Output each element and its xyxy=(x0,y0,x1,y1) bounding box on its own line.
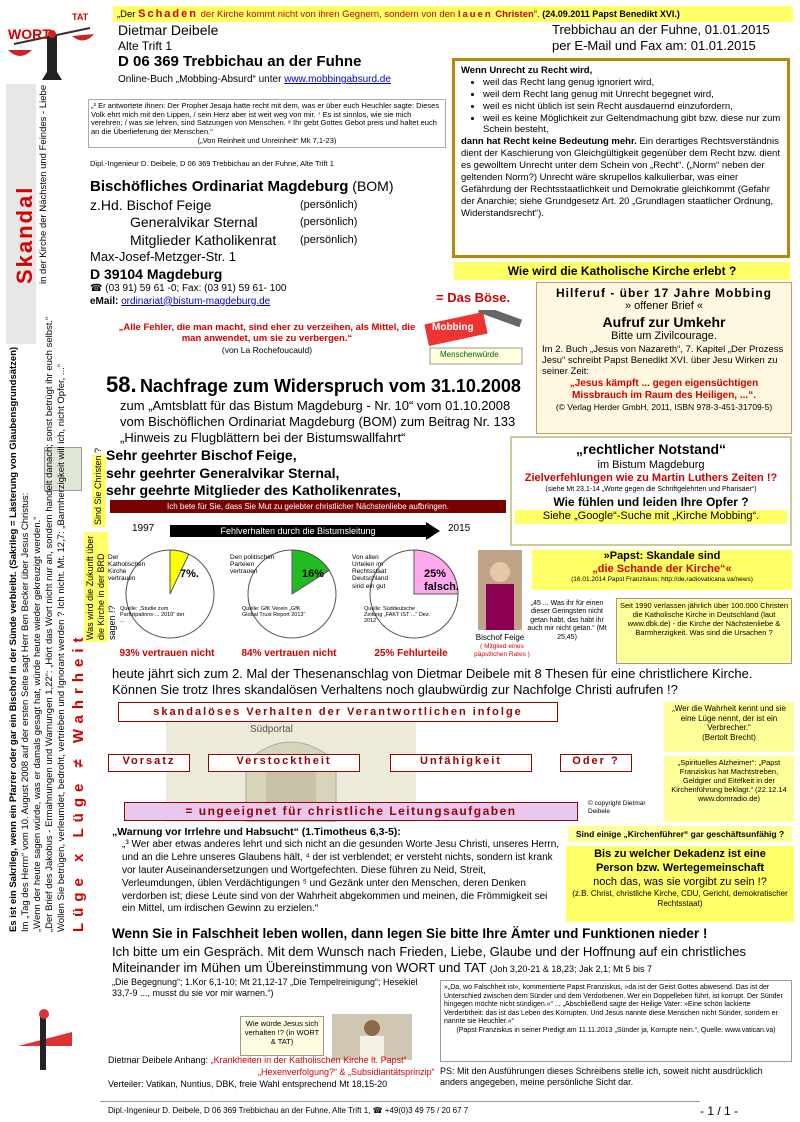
heading-line4: „Hinweis zu Flugblättern bei der Bistumswallfahrt“ xyxy=(120,429,406,445)
mobbing-illustration xyxy=(420,310,530,370)
sender-block xyxy=(118,22,448,86)
footer-page: - 1 / 1 - xyxy=(700,1104,739,1118)
suedportal-label: Südportal xyxy=(250,724,293,735)
ungeeignet-bar: = ungeeignet für christliche Leitungsaufgaben xyxy=(124,802,578,821)
verhalten-box-row xyxy=(108,754,620,772)
pie-chart-panel xyxy=(230,548,348,668)
hilferuf-body: Im 2. Buch „Jesus von Nazareth“, 7. Kapitel „Der Prozess Jesu“ schreibt Papst Benedikt XVI. über Jesu Wirken zu seiner Zeit: xyxy=(542,343,784,378)
greeting-block xyxy=(106,447,401,500)
feige-photo xyxy=(478,550,522,630)
fehler-quote xyxy=(118,322,416,355)
hilferuf-line2: » offener Brief « xyxy=(624,300,704,313)
notstand-sub: im Bistum Magdeburg xyxy=(597,458,705,471)
zukunft-text: Was wird die Zukunft über die Kirche in der BRD sagen !? xyxy=(85,535,117,640)
papst-skandal-src: (16.01.2014 Papst Franziskus; http://de.radiovaticana.va/news) xyxy=(571,576,753,584)
left-vertical-4: „Wenn der heute sagen würde, was er damals gesagt hat, würde heute wieder gekreuzigt werden.“ xyxy=(32,516,43,932)
left-vertical-5: „Der Brief des Jakobus - Ermahnungen und Warnungen 1,22“: „Hört das Wort nicht nur an, sondern handelt danach; sonst betrügt ihr euch selbst.“ xyxy=(44,316,55,932)
heading-line2: zum „Amtsblatt für das Bistum Magdeburg - Nr. 10“ vom 01.10.2008 xyxy=(120,398,511,414)
franziskus-quote-box xyxy=(440,980,792,1062)
left-vertical-6: Wollen Sie betrügen, verleumdet, bedroht, vertrieben und Ignorant werden ? Ich nicht. Mt. 12,7: „Barmherzigkeit will ich, nicht Opfer, ...“ xyxy=(56,364,67,932)
personal-2: (persönlich) xyxy=(300,216,358,229)
box-vorsatz: Vorsatz xyxy=(108,754,190,772)
feige-sub: ( Mitglied eines päpstlichen Rates ) xyxy=(474,643,530,658)
sender-name: Dietmar Deibele xyxy=(118,22,219,38)
pie-source: Quelle: Süddeutsche Zeitung „FAKT IST ...“ Dez. 2012 xyxy=(364,606,431,625)
recipient-street: Max-Josef-Metzger-Str. 1 xyxy=(90,249,236,265)
footer-address: Dipl.-Ingenieur D. Deibele, D 06 369 Trebbichau an der Fuhne, Alte Trift 1, ☎ +49(0)3 49 75 / 20 67 7 xyxy=(108,1106,469,1115)
franziskus-src: (Papst Franziskus in seiner Predigt am 11.11.2013 „Sünder ja, Korrupte nein.“, Quelle: www.vatican.va) xyxy=(456,1026,776,1034)
hilferuf-line1: Hilferuf - über 17 Jahre Mobbing xyxy=(555,286,773,300)
timeline-arrow: Fehlverhalten durch die Bistumsleitung xyxy=(170,525,426,537)
top-quote-banner xyxy=(113,6,793,22)
heading-number: 58. xyxy=(106,372,137,397)
tempel-line: „Die Begegnung“; 1.Kor 6,1-10; Mt 21,12-17 „Die Tempelreinigung“; Hesekiel 33,7-9 ..., musst du sie vor mir warnen.“) xyxy=(112,977,418,998)
recipient-org: Bischöfliches Ordinariat Magdeburg xyxy=(90,178,349,195)
unrecht-title: Wenn Unrecht zu Recht wird, xyxy=(461,65,593,76)
dekadenz-l2: Person bzw. Wertegemeinschaft xyxy=(595,861,765,874)
unrecht-bullet: • weil das Recht lang genug ignoriert wird, xyxy=(483,77,781,89)
fehler-quote-source: (von La Rochefoucauld) xyxy=(221,344,313,355)
brecht-quote: „Wer die Wahrheit kennt und sie eine Lüge nennt, der ist ein Verbrecher.“ xyxy=(672,704,786,733)
logo-tat: TAT xyxy=(72,12,89,22)
thesen-paragraph: heute jährt sich zum 2. Mal der Thesenanschlag von Dietmar Deibele mit 8 Thesen für eine christlichere Kirche. Können Sie trotz Ihres skandalösen Verhaltens noch glaubwürdig zur Nachfolge Christi aufrufen !? xyxy=(112,666,753,698)
sender-return-line: Dipl.-Ingenieur D. Deibele, D 06 369 Trebbichau an der Fuhne, Alte Trift 1 xyxy=(90,159,334,168)
recipient-block xyxy=(90,178,450,308)
left-vertical-2: Es ist ein Sakrileg, wenn ein Pfarrer oder gar ein Bischof in der Sünde verbleibt. (Sakrileg = Lästerung von Glaubensgrundsätzen) xyxy=(8,346,19,932)
hilferuf-line4: Bitte um Zivilcourage. xyxy=(611,330,717,343)
bitte-paragraph xyxy=(112,944,796,977)
pie-caption: 84% vertrauen nicht xyxy=(241,648,337,659)
skandal-vertical: Skandal xyxy=(12,185,37,284)
box-oder: Oder ? xyxy=(560,754,632,772)
pie-heading: Von allen Urteilen im Rechtsstaat Deutschland sind ein gut xyxy=(352,554,389,590)
pie-chart-panel xyxy=(108,548,226,668)
papst-skandal-l2: „die Schande der Kirche“« xyxy=(592,563,732,576)
jesaja-quote-source: („Von Reinheit und Unreinheit“ Mk 7,1-23) xyxy=(197,135,337,145)
falschheit-line: Wenn Sie in Falschheit leben wollen, dann legen Sie bitte Ihre Ämter und Funktionen nieder ! xyxy=(112,926,708,941)
unrecht-then: dann hat Recht keine Bedeutung mehr. xyxy=(461,136,637,148)
box-unfaehigkeit: Unfähigkeit xyxy=(390,754,532,772)
pie-source: Quelle: „Studie zum Partizipations-... 2010“ der ... xyxy=(120,606,185,625)
dekadenz-l1: Bis zu welcher Dekadenz ist eine xyxy=(594,848,766,860)
recipient-attn: z.Hd. Bischof Feige xyxy=(90,196,212,213)
anhang-l1: „Krankheiten in der Katholischen Kirche lt. Papst“ xyxy=(210,1055,407,1065)
warnung-head: „Warnung vor Irrlehre und Habsucht“ (1.Timotheus 6,3-5): xyxy=(112,826,401,838)
place-date: Trebbichau an der Fuhne, 01.01.2015 xyxy=(552,22,770,37)
pie-heading: Der Katholischen Kirche vertrauen xyxy=(108,554,146,583)
online-book-label: Online-Buch „Mobbing-Absurd“ unter xyxy=(118,74,282,86)
greeting-1: Sehr geehrter Bischof Feige, xyxy=(106,447,297,463)
recipient-attn2: Generalvikar Sternal xyxy=(130,214,258,231)
pie-chart-panel xyxy=(352,548,470,668)
jesaja-quote-text: „² Er antwortete ihnen: Der Prophet Jesaja hatte recht mit dem, was er über euch Heuchler sagte: Dieses Volk ehrt mich mit den Lippen, / sein Herz aber ist weit weg von mir. ⁷ Es ist sinnlos, wie sie mich verehren; / was sie lehren, sind Satzungen von Menschen. ⁸ Ihr gebt Gottes Gebot preis und haltet euch an die Überlieferung der Menschen.“ xyxy=(91,101,440,136)
top-quote-word2: von den xyxy=(421,9,456,20)
papst-skandal-l1: »Papst: Skandale sind xyxy=(603,550,721,562)
unrecht-box xyxy=(452,58,790,258)
kirchenfuehrer-box: Sind einige „Kirchenführer“ gar geschäftsunfähig ? xyxy=(568,826,792,842)
heading-title: Nachfrage zum Widerspruch vom 31.10.2008 xyxy=(139,376,521,396)
left-vertical-3: Im „Tag des Herrn“ vom 10. August 2008 auf der ersten Seite sagt Herr Ben Becker über Jesus Christus: xyxy=(20,492,31,932)
left-vertical-1: in der Kirche der Nächsten und Feindes - Liebe xyxy=(38,84,49,284)
bottom-logo xyxy=(14,1006,76,1076)
top-quote-mid: der Kirche kommt nicht von ihren Gegnern, sondern xyxy=(200,9,419,20)
pie-charts-row xyxy=(108,548,468,668)
pie-caption: 25% Fehlurteile xyxy=(374,648,448,659)
unrecht-bullet: • weil es nicht üblich ist sein Recht ausdauernd einzufordern, xyxy=(483,101,781,113)
hilferuf-quote: „Jesus kämpft ... gegen eigensüchtigen Missbrauch im Raum des Heiligen, ...“. xyxy=(569,377,759,401)
wie-erlebt-banner: Wie wird die Katholische Kirche erlebt ? xyxy=(454,262,790,280)
heading-line3: vom Bischöflichen Ordinariat Magdeburg (BOM) zum Beitrag Nr. 133 xyxy=(120,413,516,429)
notstand-google: Siehe „Google“-Suche mit „Kirche Mobbing“. xyxy=(515,510,787,524)
recipient-city: D 39104 Magdeburg xyxy=(90,265,223,282)
feige-name: Bischof Feige xyxy=(475,633,525,642)
left-strip xyxy=(6,84,87,934)
unrecht-body: Ein derartiges Rechtsverständnis dient der Kaschierung von Gleichgültigkeit gegenüber dem Recht bzw. dient es gewolltem Unrecht unter dem Schein von „Recht“. („Norm“ neben der geltenden Norm?) Unrecht wäre skrupellos kalkulierbar, was einer Gefährdung der Rechtsstaatlichkeit und Demokratie gleichkommt (Gefahr der Anarchie; siehe Grundgesetz Art. 20 „Grundlagen staatlicher Ordnung, Widerstandsrecht“). xyxy=(461,136,780,219)
wahrheit-vertical: Lüge x Lüge ≠ Wahrheit xyxy=(70,631,87,932)
box-verstocktheit: Verstocktheit xyxy=(208,754,360,772)
timeline-end: 2015 xyxy=(448,523,471,534)
greeting-2: sehr geehrter Generalvikar Sternal, xyxy=(106,464,340,481)
hilferuf-box xyxy=(536,282,792,434)
timeline-side-label xyxy=(92,447,106,527)
papst-skandal-box xyxy=(532,550,792,590)
anhang-verteiler: Verteiler: Vatikan, Nuntius, DBK, freie Wahl entsprechend Mt 18,15-20 xyxy=(108,1079,388,1090)
sender-city: D 06 369 Trebbichau an der Fuhne xyxy=(118,53,362,71)
main-heading xyxy=(106,372,536,445)
recipient-attn3: Mitglieder Katholikenrat xyxy=(130,231,277,248)
feige-quote: „45 ... Was ihr für einen dieser Geringsten nicht getan habt, das habt ihr auch mir nicht getan.“ (Mt 25,45) xyxy=(527,600,607,641)
copyright-note: © copyright Dietmar Deibele xyxy=(588,800,646,815)
anhang-block xyxy=(108,1054,438,1090)
brecht-box xyxy=(664,702,794,752)
hammer-icon xyxy=(420,310,530,370)
recipient-email-link[interactable]: ordinariat@bistum-magdeburg.de xyxy=(121,295,271,307)
online-book-link[interactable]: www.mobbingabsurd.de xyxy=(284,74,391,86)
sender-street: Alte Trift 1 xyxy=(118,38,173,53)
pie-value-label: 16% xyxy=(302,568,325,580)
top-quote-post: “. xyxy=(533,9,540,20)
ps-note: PS: Mit den Ausführungen dieses Schreibens stelle ich, soweit nicht ausdrücklich anders angegeben, meine persönliche Sicht dar. xyxy=(440,1066,763,1088)
mail-date: per E-Mail und Fax am: 01.01.2015 xyxy=(552,38,756,53)
hilferuf-credit: (© Verlag Herder GmbH, 2011, ISBN 978-3-451-31709-5) xyxy=(555,401,773,412)
bitte-text: Ich bitte um ein Gespräch. Mit dem Wunsch nach Frieden, Liebe, Glaube und der Hoffnung auf ein christliches Miteinander im Mühen um Übereinstimmung von WORT und TAT xyxy=(112,944,746,976)
hilferuf-line3: Aufruf zur Umkehr xyxy=(602,313,726,330)
notstand-line: Zielverfehlungen wie zu Martin Luthers Zeiten !? xyxy=(524,472,778,485)
dekadenz-l3: noch das, was sie vorgibt zu sein !? xyxy=(593,875,767,888)
email-label: eMail: xyxy=(90,295,119,307)
notstand-ref: (siehe Mt 23,1-14 „Worte gegen die Schriftgelehrten und Pharisäer“) xyxy=(545,486,757,493)
wie-wuerde-box: Wie würde Jesus sich verhalten !? (in WORT & TAT) xyxy=(240,1016,324,1056)
arrow-right-icon xyxy=(426,522,440,540)
bishop-portrait-icon xyxy=(478,550,522,630)
bitte-ref: (Joh 3,20-21 & 18,23; Jak 2,1; Mt 5 bis 7 xyxy=(489,964,652,975)
greeting-3: sehr geehrte Mitglieder des Katholikenrates, xyxy=(106,482,401,498)
notstand-title: „rechtlicher Notstand“ xyxy=(575,441,727,457)
menschenwuerde-label: Menschenwürde xyxy=(440,350,499,359)
top-quote-christen: Christen xyxy=(495,9,534,20)
recipient-org-abbr: (BOM) xyxy=(352,178,394,194)
recipient-phone: ☎ (03 91) 59 61 -0; Fax: (03 91) 59 61- 100 xyxy=(90,283,287,294)
logo-wort: WORT xyxy=(8,26,51,42)
wort-tat-logo xyxy=(6,10,96,82)
notstand-fuehlen: Wie fühlen und leiden Ihre Opfer ? xyxy=(553,494,749,509)
sind-sie-christen: Sind Sie Christen ? xyxy=(93,447,103,525)
pie-caption: 93% vertrauen nicht xyxy=(119,648,215,659)
unrecht-bullet: • weil dem Recht lang genug mit Unrecht begegnet wird, xyxy=(483,89,781,101)
footer-rule xyxy=(100,1101,700,1102)
top-quote-schaden: Schaden xyxy=(138,8,198,20)
franziskus-quote: »„Da, wo Falschheit ist«, kommentierte Papst Franziskus, »da ist der Geist Gottes abwesend. Das ist der Unterschied zwischen dem Sünder und dem Verdorbenen. Wer ein Doppelleben führt, ist korrupt. Der Sünder hingegen möchte nicht sündigen.«“ ... „Abschließend sagte der Heilige Vater: »Eine schön lackierte Verderbtheit: das ist das Leben des Korrupten. Und Jesus nannte diese Menschen nicht Sünder, sondern er nannte sie Heuchler.«“ xyxy=(444,984,783,1026)
dekadenz-l4: (z.B. Christ, christliche Kirche, CDU, Gericht, demokratischer Rechtsstaat) xyxy=(572,889,788,909)
pie-heading: Den politischen Parteien vertrauen xyxy=(230,554,275,576)
anhang-l2: „Hexenverfolgung?“ & „Subsidiaritätsprinzip“ xyxy=(258,1067,435,1078)
skandal-bar: skandalöses Verhalten der Verantwortlichen infolge xyxy=(118,702,558,722)
pie-source: Quelle: GfK Verein „GfK Global Trust Report 2013“ xyxy=(242,606,306,619)
warnung-block xyxy=(112,826,560,916)
alzheimer-box: „Spirituelles Alzheimer“: „Papst Franziskus hat Machtstreben, Geldgier und Eitelkeit in der Kirchenführung beklagt.“ (22.12.14 www.domradio.de) xyxy=(664,756,794,822)
personal-3: (persönlich) xyxy=(300,233,358,246)
wort-tat-small-icon xyxy=(14,1006,76,1076)
pie-value-label: 7%. xyxy=(180,568,199,580)
seit-1990-box: Seit 1990 verlassen jährlich über 100.000 Christen die Katholische Kirche in Deutschland (laut www.dbk.de) - die Kirche der Nächstenliebe & Barmherzigkeit. Was sind die Ursachen ? xyxy=(616,598,792,664)
brecht-src: (Bertolt Brecht) xyxy=(702,732,756,742)
unrecht-bullet: • weil es keine Möglichkeit zur Geltendmachung gibt bzw. diese nur zum Schein besteht, xyxy=(483,113,781,137)
fehler-quote-text: „Alle Fehler, die man macht, sind eher zu verzeihen, als Mittel, die man anwendet, um sie zu verbergen.“ xyxy=(118,322,416,345)
unrecht-list xyxy=(461,77,781,136)
timeline-bar: Ich bete für Sie, dass Sie Mut zu gelebter christlicher Nächstenliebe aufbringen. xyxy=(110,500,506,513)
dekadenz-box xyxy=(566,846,794,922)
anhang-label: Dietmar Deibele Anhang: xyxy=(108,1055,209,1065)
top-quote-pre: „Der xyxy=(117,9,136,20)
top-quote-source: (24.09.2011 Papst Benedikt XVI.) xyxy=(542,9,680,19)
top-quote-lauen: lauen xyxy=(457,9,493,20)
zukunft-side-label xyxy=(84,532,117,642)
pie-value-label: 25% falsch. xyxy=(424,568,459,594)
jesaja-quote-box xyxy=(88,99,446,148)
das-boese: = Das Böse. xyxy=(436,290,511,305)
timeline-axis xyxy=(110,521,510,541)
timeline-start: 1997 xyxy=(132,523,155,534)
notstand-box xyxy=(510,436,792,546)
personal-1: (persönlich) xyxy=(300,198,358,211)
mobbing-label: Mobbing xyxy=(432,322,474,333)
warnung-body: „³ Wer aber etwas anderes lehrt und sich nicht an die gesunden Worte Jesu Christi, unseres Herrn, und an die Lehre unseres Glaubens hält, ⁴ der ist verblendet; er versteht nichts, sondern ist krank vor lauter Auseinandersetzungen und Wortgefechten. Diese führen zu Neid, Streit, Verleumdungen, üblen Verdächtigungen ⁵ und Gezänk unter den Menschen, deren Denken verdorben ist; diese Leute sind von der Wahrheit abgekommen und meinen, die Frömmigkeit sei ein Mittel, um irdischen Gewinn zu erzielen.“ xyxy=(122,839,560,915)
